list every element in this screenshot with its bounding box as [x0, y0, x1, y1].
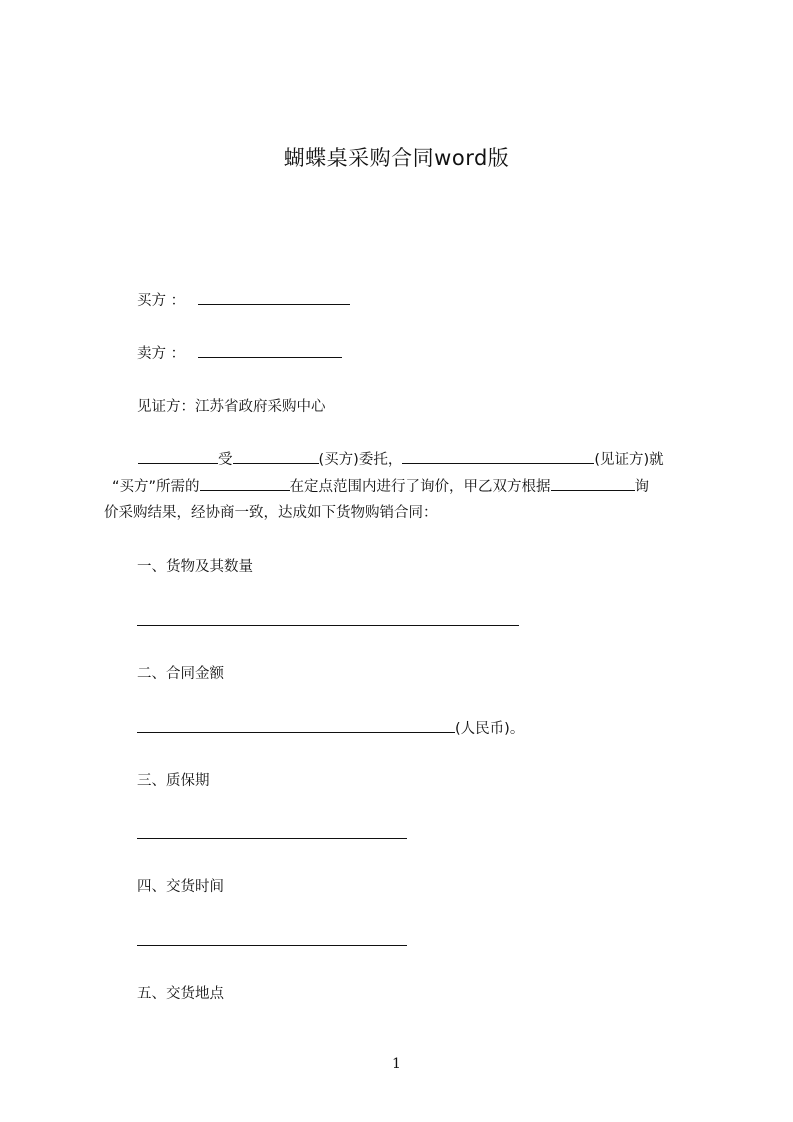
section-delivery-place-heading: 五、交货地点: [137, 986, 224, 1002]
intro-paragraph: [104, 447, 700, 527]
section-goods-heading: 一、货物及其数量: [137, 559, 253, 575]
intro-blank-4: [200, 476, 290, 491]
intro-text-1a: 受: [218, 452, 233, 468]
amount-blank: [137, 718, 455, 733]
page-number: 1: [392, 1056, 401, 1072]
buyer-line: [137, 290, 350, 310]
intro-row-1: [104, 447, 700, 474]
buyer-label: 买方 ：: [137, 293, 186, 309]
buyer-blank: [198, 290, 350, 305]
section-amount-heading: 二、合同金额: [137, 666, 224, 682]
intro-text-2c: 询: [634, 478, 650, 495]
intro-text-1c: (见证方)就: [594, 452, 664, 468]
amount-suffix: (人民币)。: [455, 721, 525, 737]
seller-label: 卖方 ：: [137, 346, 186, 362]
section-warranty-heading: 三、质保期: [137, 773, 210, 789]
intro-row-3: 价采购结果，经协商一致，达成如下货物购销合同：: [104, 505, 438, 521]
section-warranty-blank: [137, 838, 407, 839]
intro-blank-5: [551, 476, 635, 491]
intro-text-2b: 在定点范围内进行了询价，甲乙双方根据: [289, 478, 551, 495]
intro-row-2: [104, 474, 700, 501]
section-delivery-time-blank: [137, 945, 407, 946]
intro-text-1b: (买方)委托，: [318, 452, 403, 468]
section-amount-line: [137, 718, 524, 738]
seller-line: [137, 343, 342, 363]
intro-blank-1: [138, 449, 218, 464]
intro-text-2a: “买方”所需的: [112, 478, 200, 495]
witness-line: 见证方：江苏省政府采购中心: [137, 399, 326, 415]
intro-blank-3: [402, 449, 594, 464]
document-title: 蝴蝶桌采购合同word版: [283, 146, 510, 170]
section-goods-blank: [137, 625, 519, 626]
seller-blank: [198, 343, 342, 358]
intro-blank-2: [233, 449, 319, 464]
section-delivery-time-heading: 四、交货时间: [137, 879, 224, 895]
